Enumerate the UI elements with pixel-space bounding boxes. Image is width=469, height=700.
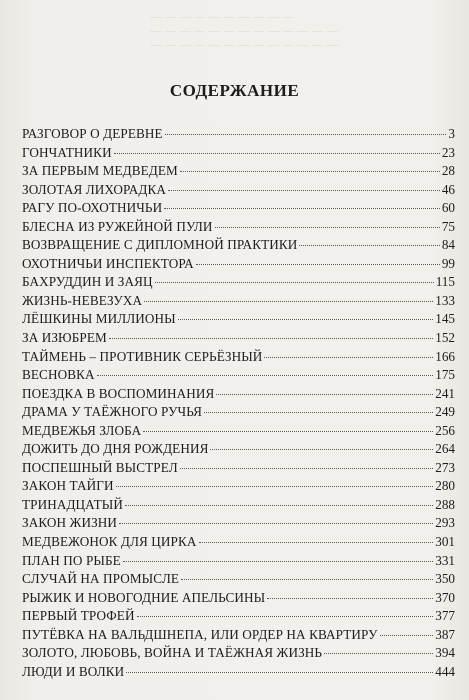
toc-entry-page-number: 99 [441,255,455,271]
dot-leader [216,394,433,395]
toc-entry-title: СЛУЧАЙ НА ПРОМЫСЛЕ [22,571,180,587]
toc-entry [22,162,455,181]
dot-leader [165,134,447,135]
dot-leader [114,153,440,154]
toc-entry [22,477,455,496]
toc-entry-page-number: 293 [435,515,455,531]
dot-leader [119,523,433,524]
dot-leader [204,412,433,413]
bleed-through-text: — — — — — — — — — — — — — — — — — — — — — — — — — — — — — — — — — — — — [150,11,339,51]
toc-entry-title: ПОЕЗДКА В ВОСПОМИНАНИЯ [22,385,215,401]
toc-entry-title: ТРИНАДЦАТЫЙ [22,496,124,512]
toc-entry [22,570,455,589]
dot-leader [143,431,433,432]
toc-entry [22,422,455,441]
dot-leader [97,375,434,376]
toc-entry-title: ЗА ИЗЮБРЕМ [22,330,107,346]
toc-entry [22,310,455,329]
toc-entry-page-number: 256 [435,422,455,438]
toc-entry-title: ЗОЛОТАЯ ЛИХОРАДКА [22,181,166,197]
toc-entry-title: ДРАМА У ТАЁЖНОГО РУЧЬЯ [22,404,203,420]
toc-entry [22,144,455,163]
toc-entry-page-number: 387 [435,626,455,642]
toc-entry [22,552,455,571]
toc-entry-page-number: 331 [435,552,455,568]
toc-entry-page-number: 280 [435,478,455,494]
toc-entry-page-number: 75 [441,218,455,234]
toc-entry-page-number: 175 [435,367,455,383]
toc-entry-title: ПУТЁВКА НА ВАЛЬДШНЕПА, ИЛИ ОРДЕР НА КВАРТИРУ [22,626,378,642]
toc-entry-page-number: 28 [441,163,455,179]
toc-entry [22,292,455,311]
dot-leader [116,486,434,487]
toc-entry-title: БАХРУДДИН И ЗАЯЦ [22,274,153,290]
dot-leader [210,449,433,450]
toc-entry [22,366,455,385]
dot-leader [144,301,433,302]
toc-entry [22,626,455,645]
dot-leader [324,653,433,654]
toc-entry-page-number: 273 [435,459,455,475]
toc-entry [22,273,455,292]
dot-leader [264,357,433,358]
toc-entry [22,236,455,255]
dot-leader [267,598,433,599]
toc-entry-page-number: 370 [435,589,455,605]
toc-entry-title: ВОЗВРАЩЕНИЕ С ДИПЛОМНОЙ ПРАКТИКИ [22,237,298,253]
toc-entry-page-number: 145 [435,311,455,327]
toc-entry-title: ЗАКОН ТАЙГИ [22,478,114,494]
toc-entry-title: ЗА ПЕРВЫМ МЕДВЕДЕМ [22,163,178,179]
dot-leader [164,208,440,209]
dot-leader [199,542,434,543]
toc-entry [22,459,455,478]
toc-entry-page-number: 264 [435,441,455,457]
toc-entry-title: РАГУ ПО-ОХОТНИЧЬИ [22,200,163,216]
toc-entry-page-number: 166 [435,348,455,364]
toc-entry-page-number: 46 [441,181,455,197]
toc-entry [22,403,455,422]
dot-leader [155,282,434,283]
toc-entry [22,496,455,515]
toc-entry-title: ПЕРВЫЙ ТРОФЕЙ [22,608,135,624]
dot-leader [215,227,440,228]
toc-entry-page-number: 249 [435,404,455,420]
toc-entry-title: ВЕСНОВКА [22,367,95,383]
toc-entry-title: РАЗГОВОР О ДЕРЕВНЕ [22,126,163,141]
toc-entry-title: ЖИЗНЬ-НЕВЕЗУХА [22,292,143,308]
toc-entry-page-number: 3 [448,126,455,141]
toc-entry [22,607,455,626]
dot-leader [299,245,439,246]
toc-entry-page-number: 84 [441,237,455,253]
toc-entry-page-number: 133 [435,292,455,308]
toc-entry-title: РЫЖИК И НОВОГОДНИЕ АПЕЛЬСИНЫ [22,589,266,605]
toc-entry-title: ГОНЧАТНИКИ [22,144,112,160]
toc-entry-title: ПЛАН ПО РЫБЕ [22,552,121,568]
toc-entry-title: ЛЁШКИНЫ МИЛЛИОНЫ [22,311,176,327]
toc-entry [22,533,455,552]
dot-leader [196,264,440,265]
toc-entry-page-number: 394 [435,645,455,661]
dot-leader [137,616,434,617]
toc-entry-page-number: 301 [435,534,455,550]
toc-entry [22,199,455,218]
toc-entry-page-number: 241 [435,385,455,401]
dot-leader [180,171,440,172]
toc-entry [22,514,455,533]
toc-entry-page-number: 60 [441,200,455,216]
table-of-contents [22,125,455,681]
dot-leader [181,579,433,580]
toc-entry [22,348,455,367]
toc-entry [22,181,455,200]
toc-entry-title: ЛЮДИ И ВОЛКИ [22,663,125,679]
dot-leader [126,672,433,673]
toc-entry [22,255,455,274]
toc-entry-page-number: 444 [435,663,455,679]
toc-entry [22,385,455,404]
toc-entry-title: БЛЕСНА ИЗ РУЖЕЙНОЙ ПУЛИ [22,218,213,234]
toc-entry [22,663,455,682]
toc-entry [22,440,455,459]
toc-entry-title: МЕДВЕЖЬЯ ЗЛОБА [22,422,142,438]
toc-entry-title: МЕДВЕЖОНОК ДЛЯ ЦИРКА [22,534,197,550]
toc-entry [22,589,455,608]
toc-entry [22,329,455,348]
dot-leader [109,338,433,339]
dot-leader [380,635,434,636]
toc-heading: СОДЕРЖАНИЕ [169,81,300,100]
toc-entry-page-number: 152 [435,330,455,346]
toc-entry-title: ЗАКОН ЖИЗНИ [22,515,118,531]
dot-leader [125,505,433,506]
toc-entry-page-number: 288 [435,496,455,512]
toc-entry [22,218,455,237]
toc-entry [22,125,455,144]
toc-entry-page-number: 23 [441,144,455,160]
toc-entry [22,644,455,663]
toc-entry-title: ТАЙМЕНЬ – ПРОТИВНИК СЕРЬЁЗНЫЙ [22,348,263,364]
toc-entry-title: ДОЖИТЬ ДО ДНЯ РОЖДЕНИЯ [22,441,209,457]
dot-leader [180,468,433,469]
toc-entry-page-number: 350 [435,571,455,587]
toc-entry-page-number: 115 [435,274,455,290]
toc-entry-title: ЗОЛОТО, ЛЮБОВЬ, ВОЙНА И ТАЁЖНАЯ ЖИЗНЬ [22,645,323,661]
dot-leader [178,319,433,320]
toc-entry-page-number: 377 [435,608,455,624]
toc-entry-title: ПОСПЕШНЫЙ ВЫСТРЕЛ [22,459,178,475]
toc-entry-title: ОХОТНИЧЬИ ИНСПЕКТОРА [22,255,194,271]
dot-leader [123,561,433,562]
dot-leader [168,190,440,191]
